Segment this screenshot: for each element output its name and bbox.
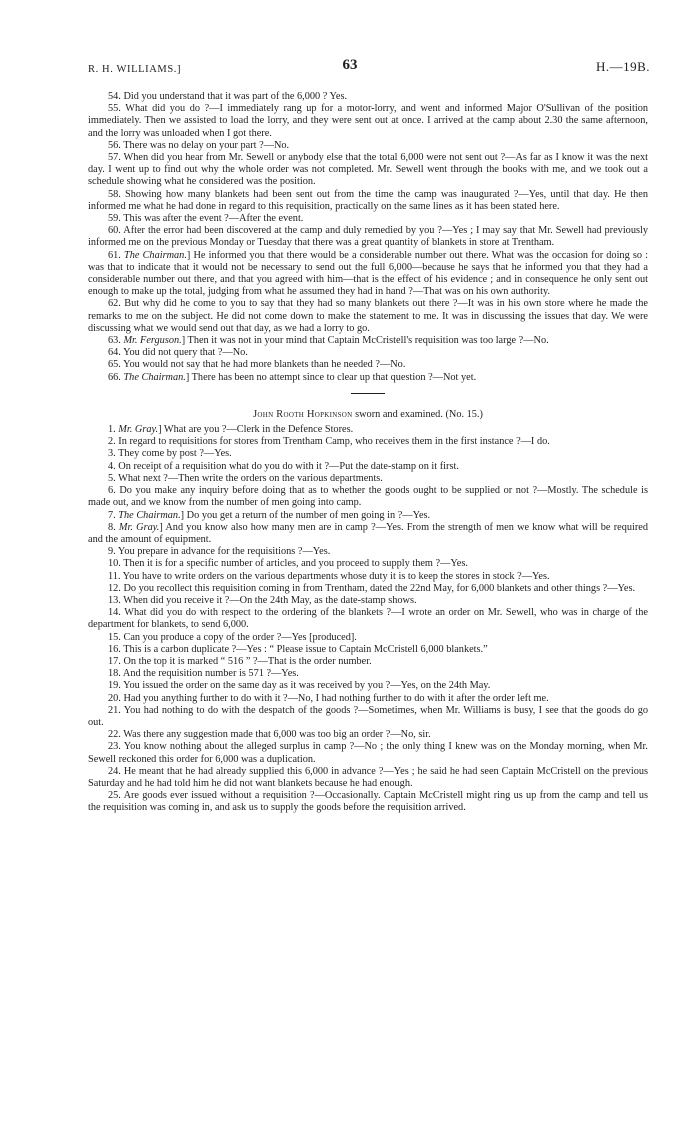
testimony-text: 62. But why did he come to you to say that they had so many blankets out there ?—It was in his own store where he made the remarks to me on the subject. He did not come down to make the statement to me. It was in discussing the issues that day. We were discussing what we would send out that day, as we had a lorry to go. — [88, 298, 648, 334]
section-divider — [351, 393, 385, 394]
testimony-paragraph — [88, 372, 648, 384]
testimony-text: 54. Did you understand that it was part of the 6,000 ? Yes. — [108, 91, 348, 102]
witness-heading — [88, 409, 648, 421]
witness-heading-rest: sworn and examined. (No. 15.) — [352, 408, 483, 420]
question-number: 8. — [108, 521, 119, 533]
testimony-paragraph — [88, 595, 648, 607]
testimony-text: ] There has been no attempt since to clear up that question ?—Not yet. — [185, 371, 477, 383]
testimony-paragraph — [88, 644, 648, 656]
testimony-text: 60. After the error had been discovered at the camp and duly remedied by you ?—Yes ; I may say that Mr. Sewell had previously informed me on the previous Monday or Tuesday that there was a great quantity of blankets in store at Trentham. — [88, 225, 648, 249]
testimony-paragraph — [88, 522, 648, 546]
testimony-text: 5. What next ?—Then write the orders on the various departments. — [108, 472, 383, 484]
testimony-text: 65. You would not say that he had more blankets than he needed ?—No. — [108, 359, 406, 371]
testimony-text: 16. This is a carbon duplicate ?—Yes : “ Please issue to Captain McCristell 6,000 blankets.” — [108, 643, 488, 655]
testimony-text: ] And you know also how many men are in camp ?—Yes. From the strength of men we know what will be required and the amount of equipment. — [88, 521, 648, 545]
testimony-text: 10. Then it is for a specific number of articles, and you proceed to supply them ?—Yes. — [108, 558, 468, 570]
testimony-text: 56. There was no delay on your part ?—No. — [108, 139, 290, 151]
speaker-name: Mr. Gray. — [118, 424, 159, 436]
testimony-text: 3. They come by post ?—Yes. — [108, 448, 232, 460]
testimony-text: 20. Had you anything further to do with it ?—No, I had nothing further to do with it after the order left me. — [108, 692, 549, 704]
testimony-block-williams — [88, 91, 648, 384]
testimony-text: 55. What did you do ?—I immediately rang up for a motor-lorry, and went and informed Major O'Sullivan of the position immediately. Then we assisted to load the lorry, and they were sent out at once. I arrived at the camp about 2.30 the same afternoon, and the lorry was unloaded when I got there. — [88, 103, 648, 139]
testimony-paragraph — [88, 510, 648, 522]
testimony-paragraph — [88, 461, 648, 473]
testimony-paragraph — [88, 558, 648, 570]
testimony-text: 18. And the requisition number is 571 ?—Yes. — [108, 668, 299, 680]
testimony-text: 19. You issued the order on the same day as it was received by you ?—Yes, on the 24th May. — [108, 680, 491, 692]
testimony-paragraph — [88, 298, 648, 335]
testimony-paragraph — [88, 705, 648, 729]
testimony-text: 2. In regard to requisitions for stores from Trentham Camp, who receives them in the first instance ?—I do. — [108, 436, 550, 448]
testimony-text: 17. On the top it is marked “ 516 ” ?—That is the order number. — [108, 655, 372, 667]
question-number: 7. — [108, 509, 119, 521]
testimony-text: 13. When did you receive it ?—On the 24th May, as the date-stamp shows. — [108, 594, 417, 606]
testimony-paragraph — [88, 607, 648, 631]
testimony-text: 21. You had nothing to do with the despatch of the goods ?—Sometimes, when Mr. Williams is busy, I see that the goods do go out. — [88, 704, 648, 728]
testimony-text: ] What are you ?—Clerk in the Defence Stores. — [158, 424, 354, 436]
testimony-text: 24. He meant that he had already supplied this 6,000 in advance ?—Yes ; he said he had seen Captain McCristell on the previous Saturday and he had told him he did not want blankets because he had enough. — [88, 765, 648, 789]
testimony-text: 9. You prepare in advance for the requisitions ?—Yes. — [108, 546, 331, 558]
testimony-paragraph — [88, 693, 648, 705]
testimony-paragraph — [88, 91, 648, 103]
testimony-paragraph — [88, 473, 648, 485]
testimony-paragraph — [88, 656, 648, 668]
testimony-paragraph — [88, 335, 648, 347]
testimony-paragraph — [88, 250, 648, 299]
testimony-text: 25. Are goods ever issued without a requisition ?—Occasionally. Captain McCristell might ring us up from the camp and tell us the requisition was coming in, and ask us to supply the goods before the requisition arrived. — [88, 790, 648, 814]
document-body — [88, 59, 650, 815]
testimony-text: 59. This was after the event ?—After the event. — [108, 213, 304, 225]
witness-name: John Rooth Hopkinson — [253, 408, 353, 420]
question-number: 61. — [108, 249, 124, 261]
speaker-name: Mr. Ferguson. — [123, 335, 182, 347]
running-header-left: R. H. WILLIAMS.] — [88, 64, 182, 75]
testimony-paragraph — [88, 448, 648, 460]
testimony-text: ] Then it was not in your mind that Captain McCristell's requisition was too large ?—No. — [181, 335, 549, 347]
testimony-paragraph — [88, 668, 648, 680]
speaker-name: The Chairman. — [123, 371, 186, 383]
speaker-name: The Chairman. — [124, 249, 187, 261]
testimony-paragraph — [88, 213, 648, 225]
testimony-text: 15. Can you produce a copy of the order ?—Yes [produced]. — [108, 631, 357, 643]
testimony-paragraph — [88, 436, 648, 448]
testimony-paragraph — [88, 741, 648, 765]
testimony-paragraph — [88, 680, 648, 692]
testimony-paragraph — [88, 766, 648, 790]
testimony-text: 64. You did not query that ?—No. — [108, 347, 248, 359]
testimony-text: 14. What did you do with respect to the ordering of the blankets ?—I wrote an order on Mr. Sewell, who was in charge of the department for blankets, to send 6,000. — [88, 607, 648, 631]
page-number: 63 — [342, 57, 358, 73]
running-header-right: H.—19B. — [595, 59, 650, 74]
testimony-text: 4. On receipt of a requisition what do you do with it ?—Put the date-stamp on it first. — [108, 460, 459, 472]
testimony-block-hopkinson — [88, 424, 648, 815]
testimony-text: 22. Was there any suggestion made that 6,000 was too big an order ?—No, sir. — [108, 729, 431, 741]
testimony-paragraph — [88, 632, 648, 644]
testimony-text: 57. When did you hear from Mr. Sewell or anybody else that the total 6,000 were not sent out ?—As far as I know it was the next day. I went up to find out why the whole order was not completed. Mr. Sewell went through the books with me, and we took out a schedule showing what he considered was the position. — [88, 152, 648, 188]
testimony-text: ] Do you get a return of the number of men going in ?—Yes. — [180, 509, 431, 521]
speaker-name: Mr. Gray. — [118, 521, 160, 533]
speaker-name: The Chairman. — [118, 509, 181, 521]
question-number: 66. — [108, 371, 124, 383]
testimony-paragraph — [88, 140, 648, 152]
testimony-paragraph — [88, 152, 648, 189]
testimony-paragraph — [88, 546, 648, 558]
question-number: 63. — [108, 335, 124, 347]
testimony-paragraph — [88, 583, 648, 595]
testimony-text: 58. Showing how many blankets had been sent out from the time the camp was inaugurated ?—Yes, until that day. He then informed me what he had done in regard to this requisition, practically on the same lines as it has been stated here. — [88, 188, 648, 212]
testimony-paragraph — [88, 485, 648, 509]
testimony-paragraph — [88, 347, 648, 359]
testimony-paragraph — [88, 424, 648, 436]
question-number: 1. — [108, 424, 119, 436]
testimony-paragraph — [88, 225, 648, 249]
testimony-text: 12. Do you recollect this requisition coming in from Trentham, dated the 22nd May, for 6,000 blankets and other things ?—Yes. — [108, 582, 636, 594]
testimony-paragraph — [88, 790, 648, 814]
testimony-text: ] He informed you that there would be a considerable number out there. What was the occasion for doing so : was that to indicate that it would not be necessary to send out the full 6,000—because he says that he informed you that they had a considerable number out there, and that you agreed with him—that is the effect of his evidence ; and in consequence he only sent out enough to make up the total, judging from what he assumed they had in hand ?—That was on his own authority. — [88, 249, 648, 298]
testimony-paragraph — [88, 359, 648, 371]
testimony-paragraph — [88, 571, 648, 583]
testimony-paragraph — [88, 729, 648, 741]
testimony-paragraph — [88, 189, 648, 213]
testimony-paragraph — [88, 103, 648, 140]
testimony-text: 11. You have to write orders on the various departments whose duty it is to keep the stores in stock ?—Yes. — [108, 570, 550, 582]
testimony-text: 23. You know nothing about the alleged surplus in camp ?—No ; the only thing I knew was on the Monday morning, when Mr. Sewell reckoned this order for 6,000 was a duplication. — [88, 741, 648, 765]
testimony-text: 6. Do you make any inquiry before doing that as to whether the goods ought to be supplied or not ?—Mostly. The schedule is made out, and we know from the number of men going into camp. — [88, 485, 648, 509]
